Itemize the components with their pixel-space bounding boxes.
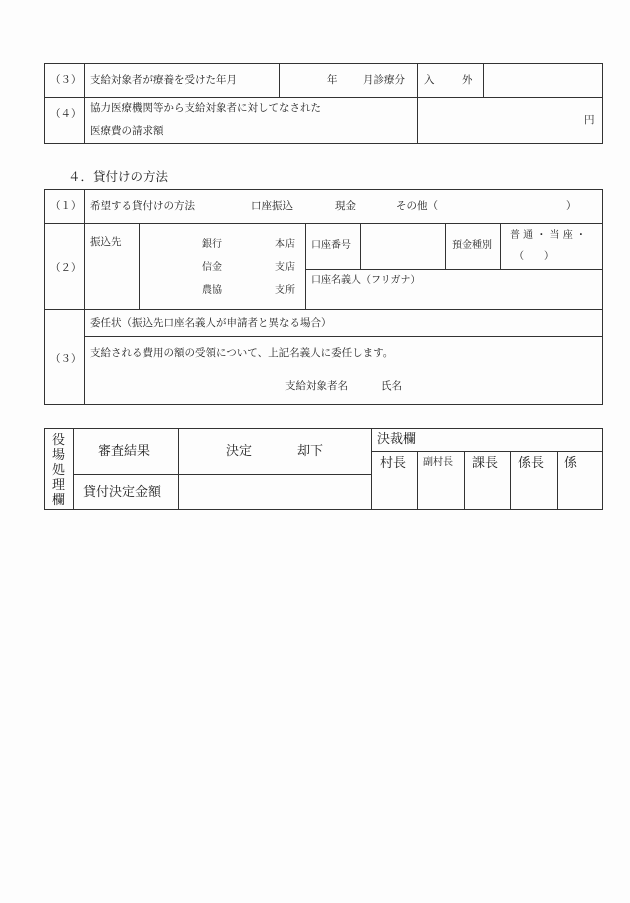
decision-label: 決定 — [226, 444, 253, 459]
row-number: （４） — [50, 108, 82, 120]
treatment-month-label: 支給対象者が療養を受けた年月 — [90, 74, 237, 86]
divider — [73, 428, 74, 510]
divider — [84, 189, 85, 405]
deposit-paren: （ ） — [514, 251, 554, 262]
name-label: 氏名 — [381, 380, 402, 392]
divider — [178, 428, 179, 510]
divider — [371, 451, 603, 452]
option-transfer[interactable]: 口座振込 — [251, 200, 293, 212]
office-side-char: 理 — [52, 478, 66, 493]
account-holder-label: 口座名義人（フリガナ） — [311, 275, 421, 286]
divider — [371, 428, 372, 510]
branch-office-label: 支所 — [275, 285, 295, 296]
divider — [500, 223, 501, 269]
divider — [44, 309, 603, 310]
outpatient-label: 外 — [462, 74, 473, 86]
approver-village-head: 村長 — [380, 456, 407, 471]
proxy-title: 委任状（振込先口座名義人が申請者と異なる場合） — [90, 317, 332, 329]
divider — [417, 63, 418, 144]
row-number: （１） — [50, 200, 82, 212]
divider — [417, 451, 418, 510]
deposit-type-label: 預金種別 — [452, 240, 492, 251]
divider — [279, 63, 280, 97]
divider — [84, 63, 85, 144]
office-side-char: 場 — [52, 448, 66, 463]
row-number: （３） — [50, 353, 82, 365]
divider — [557, 451, 558, 510]
divider — [44, 97, 603, 98]
divider — [483, 63, 484, 97]
option-other-close: ） — [566, 200, 577, 212]
divider — [305, 269, 603, 270]
divider — [84, 336, 603, 337]
loan-method-label: 希望する貸付けの方法 — [90, 200, 195, 212]
divider — [510, 451, 511, 510]
option-other[interactable]: その他（ — [396, 200, 438, 212]
rejection-label: 却下 — [297, 444, 324, 459]
agri-coop-label: 農協 — [202, 285, 222, 296]
divider — [360, 223, 361, 269]
approver-unit-chief: 係長 — [518, 456, 545, 471]
year-label: 年 — [327, 74, 338, 86]
row-number: （３） — [50, 74, 82, 86]
yen-label: 円 — [584, 114, 595, 126]
credit-union-label: 信金 — [202, 262, 222, 273]
divider — [464, 451, 465, 510]
transfer-dest-label: 振込先 — [90, 236, 122, 248]
divider — [305, 223, 306, 309]
loan-amount-label: 貸付決定金額 — [83, 485, 162, 500]
row-number: （２） — [50, 262, 82, 274]
month-label: 月診療分 — [363, 74, 405, 86]
divider — [445, 223, 446, 269]
account-number-label: 口座番号 — [311, 240, 351, 251]
branch-label: 支店 — [275, 262, 295, 273]
proxy-body: 支給される費用の額の受領について、上記名義人に委任します。 — [90, 347, 394, 359]
approver-section-chief: 課長 — [472, 456, 499, 471]
deposit-options: 普 通 ・ 当 座 ・ — [510, 230, 586, 241]
loan-method-table — [44, 189, 603, 405]
claim-label-line2: 医療費の請求額 — [90, 125, 164, 137]
section-heading: ４．貸付けの方法 — [68, 169, 169, 184]
review-result-label: 審査結果 — [98, 444, 151, 459]
bank-label: 銀行 — [202, 239, 222, 250]
divider — [44, 223, 603, 224]
head-office-label: 本店 — [275, 239, 295, 250]
divider — [73, 474, 371, 475]
office-side-char: 欄 — [52, 493, 66, 508]
approver-staff: 係 — [564, 456, 578, 471]
recipient-label: 支給対象者名 — [285, 380, 348, 392]
claim-label-line1: 協力医療機関等から支給対象者に対してなされた — [90, 102, 321, 114]
office-side-char: 処 — [52, 463, 66, 478]
divider — [139, 223, 140, 309]
approver-deputy-head: 副村長 — [423, 457, 453, 468]
office-side-char: 役 — [52, 433, 66, 448]
inpatient-label: 入 — [424, 74, 435, 86]
approval-header: 決裁欄 — [377, 432, 417, 447]
option-cash[interactable]: 現金 — [335, 200, 356, 212]
